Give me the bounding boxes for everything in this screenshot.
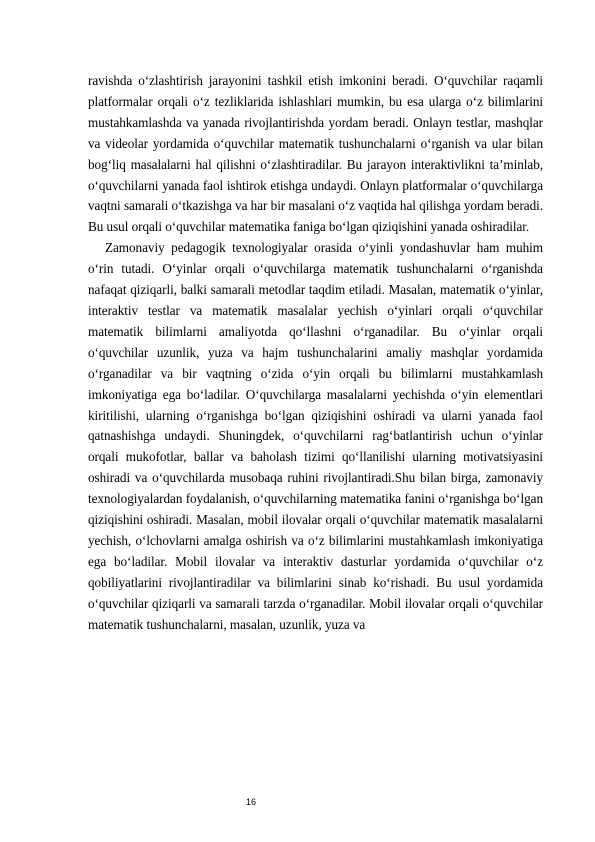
- page-number: 16: [246, 797, 257, 807]
- paragraph-continuation: ravishda o‘zlashtirish jarayonini tashkil etish imkonini beradi. O‘quvchilar raqamli platformalar orqali o‘z tezliklarida ishlashlari mumkin, bu esa ularga o‘z bilimlarini mustahkamlashda va yanada rivojlantirishda yordam beradi. Onlayn testlar, mashqlar va videolar yordamida o‘quvchilar matematik tushunchalarni o‘rganish va ular bilan bog‘liq masalalarni hal qilishni o‘zlashtiradilar. Bu jarayon interaktivlikni ta’minlab, o‘quvchilarni yanada faol ishtirok etishga undaydi. Onlayn platformalar o‘quvchilarga vaqtni samarali o‘tkazishga va har bir masalani o‘z vaqtida hal qilishga yordam beradi. Bu usul orqali o‘quvchilar matematika faniga bo‘lgan qiziqishini yanada oshiradilar.: [88, 73, 543, 235]
- paragraph-game-approaches: Zamonaviy pedagogik texnologiyalar orasida o‘yinli yondashuvlar ham muhim o‘rin tutadi. O‘yinlar orqali o‘quvchilarga matematik tushunchalarni o‘rganishda nafaqat qiziqarli, balki samarali metodlar taqdim etiladi. Masalan, matematik o‘yinlar, interaktiv testlar va matematik masalalar yechish o‘yinlari orqali o‘quvchilar matematik bilimlarni amaliyotda qo‘llashni o‘rganadilar. Bu o‘yinlar orqali o‘quvchilar uzunlik, yuza va hajm tushunchalarini amaliy mashqlar yordamida o‘rganadilar va bir vaqtning o‘zida o‘yin orqali bu bilimlarni mustahkamlash imkoniyatiga ega bo‘ladilar. O‘quvchilarga masalalarni yechishda o‘yin elementlari kiritilishi, ularning o‘rganishga bo‘lgan qiziqishini oshiradi va ularni yanada faol qatnashishga undaydi. Shuningdek, o‘quvchilarni rag‘batlantirish uchun o‘yinlar orqali mukofotlar, ballar va baholash tizimi qo‘llanilishi ularning motivatsiyasini oshiradi va o‘quvchilarda musobaqa ruhini rivojlantiradi.Shu bilan birga, zamonaviy texnologiyalardan foydalanish, o‘quvchilarning matematika fanini o‘rganishga bo‘lgan qiziqishini oshiradi. Masalan, mobil ilovalar orqali o‘quvchilar matematik masalalarni yechish, o‘lchovlarni amalga oshirish va o‘z bilimlarini mustahkamlash imkoniyatiga ega bo‘ladilar. Mobil ilovalar va interaktiv dasturlar yordamida o‘quvchilar o‘z qobiliyatlarini rivojlantiradilar va bilimlarini sinab ko‘rishadi. Bu usul yordamida o‘quvchilar qiziqarli va samarali tarzda o‘rganadilar. Mobil ilovalar orqali o‘quvchilar matematik tushunchalarni, masalan, uzunlik, yuza va: [88, 240, 543, 632]
- body-text: [88, 71, 543, 635]
